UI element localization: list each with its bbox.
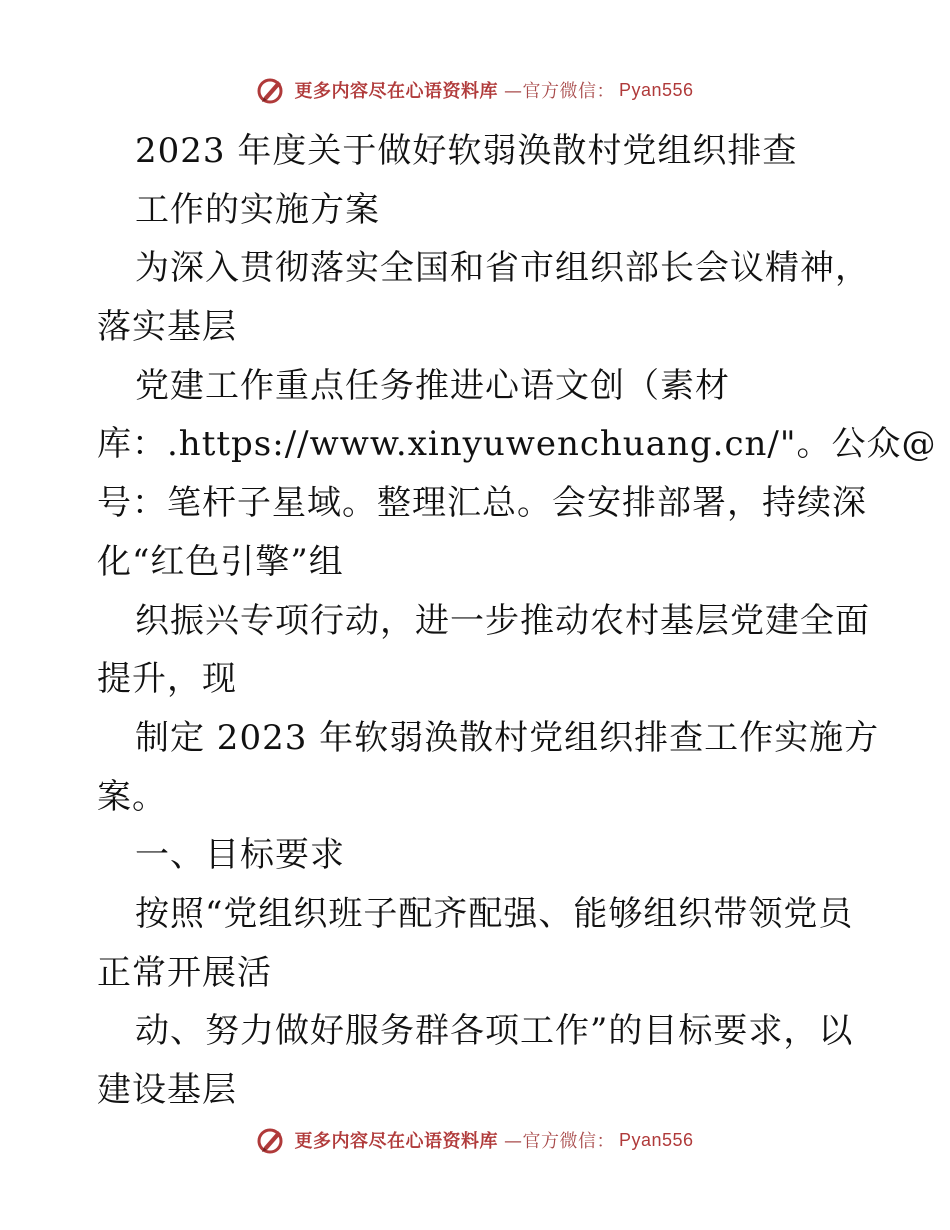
document-line: 一、目标要求 (135, 835, 345, 876)
banner-account: Pyan556 (618, 1129, 694, 1150)
document-line: 案。 (97, 776, 167, 817)
banner-sub-text: —官方微信： (503, 1131, 615, 1152)
banner-sub-text: —官方微信： (503, 81, 615, 102)
pen-logo-icon (256, 75, 286, 105)
document-line: 按照“党组织班子配齐配强、能够组织带领党员 (135, 893, 854, 934)
document-body (97, 122, 937, 1120)
document-line: 制定 2023 年软弱涣散村党组织排查工作实施方 (135, 717, 880, 758)
document-line: 织振兴专项行动，进一步推动农村基层党建全面 (135, 600, 870, 641)
document-line: 动、努力做好服务群各项工作”的目标要求，以 (135, 1011, 854, 1052)
document-line: 建设基层 (97, 1070, 237, 1110)
pen-logo-icon (256, 1125, 286, 1155)
document-line: 党建工作重点任务推进心语文创（素材 (135, 365, 730, 406)
header-banner (0, 70, 950, 110)
document-line: 化“红色引擎”组 (97, 541, 344, 582)
document-line: 工作的实施方案 (135, 189, 380, 230)
footer-banner (0, 1120, 950, 1160)
document-line: 库：.https://www.xinyuwenchuang.cn/"。公众@ (97, 424, 937, 465)
document-line: 落实基层 (97, 307, 237, 348)
banner-account: Pyan556 (618, 79, 694, 100)
document-line: 提升，现 (97, 659, 237, 700)
banner-main-text: 更多内容尽在心语资料库 (294, 1131, 498, 1152)
document-line: 2023 年度关于做好软弱涣散村党组织排查 (135, 131, 798, 171)
banner-main-text: 更多内容尽在心语资料库 (294, 81, 498, 102)
document-line: 正常开展活 (97, 952, 272, 993)
document-line: 为深入贯彻落实全国和省市组织部长会议精神， (135, 248, 870, 289)
document-line: 号：笔杆子星域。整理汇总。会安排部署，持续深 (97, 483, 867, 524)
